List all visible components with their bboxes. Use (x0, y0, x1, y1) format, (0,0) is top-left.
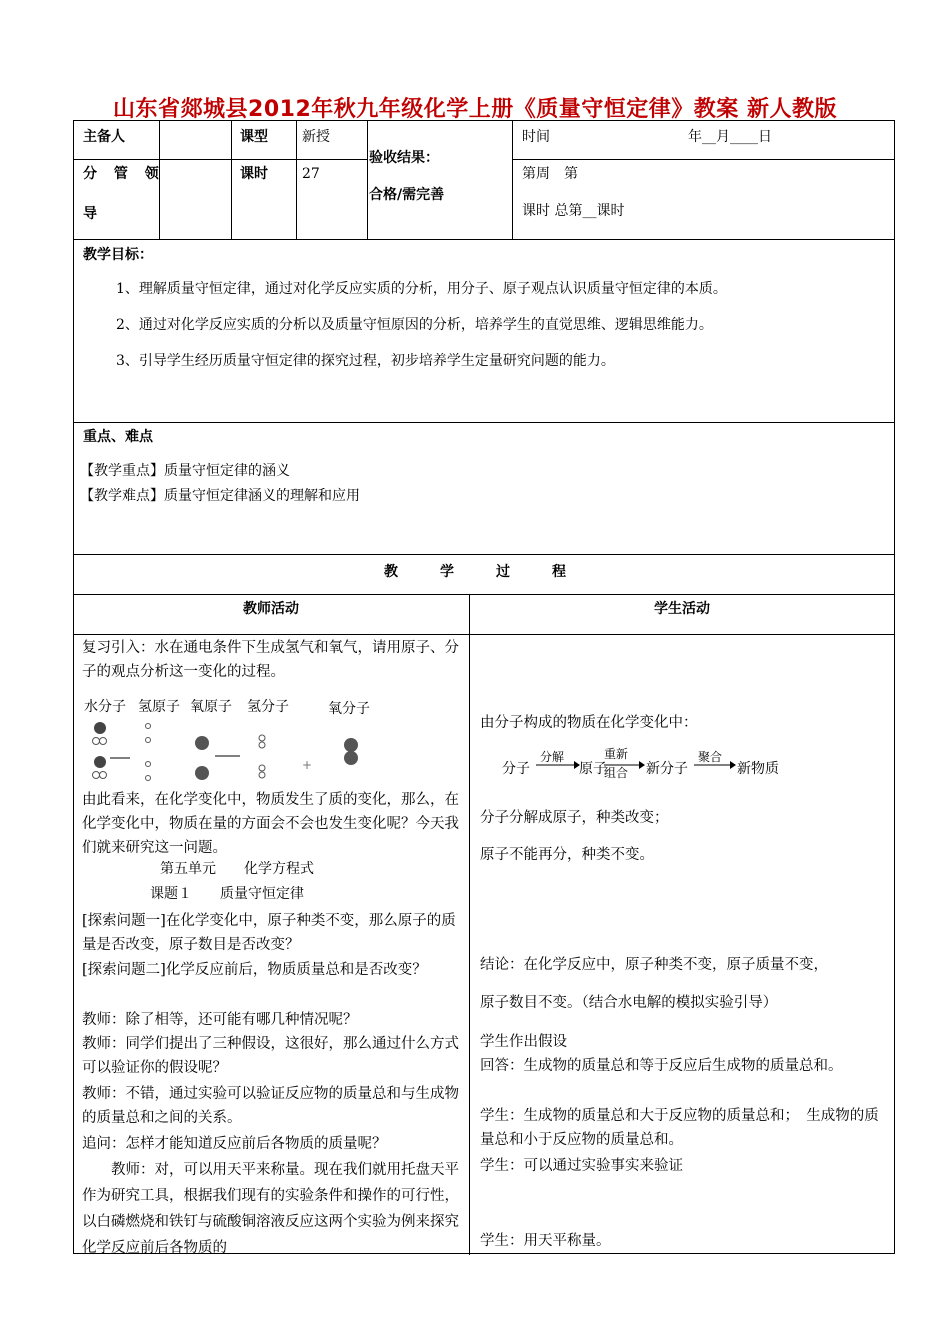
water-electrolysis-diagram (80, 690, 465, 790)
diagram-label-o-atom: 氧原子 (190, 699, 232, 715)
hydrogen-atom-icon (146, 724, 151, 781)
oxygen-molecule-icon (344, 738, 358, 765)
student-note-1: 分子分解成原子，种类改变； (480, 810, 669, 826)
water-molecule-icon (93, 722, 107, 779)
document-title: 山东省郯城县2012年秋九年级化学上册《质量守恒定律》教案 新人教版 (113, 97, 837, 122)
diagram-label-h2: 氢分子 (247, 699, 289, 715)
teacher-transition: 由此看来，在化学变化中，物质发生了质的变化，那么，在化学变化中，物质在量的方面会不会也发生变化呢？今天我们就来研究这一问题。 (82, 792, 459, 856)
teacher-intro: 复习引入：水在通电条件下生成氢气和氧气，请用原子、分子的观点分析这一变化的过程。 (82, 640, 459, 680)
flow-new-substance: 新物质 (737, 761, 779, 777)
student-conclusion-1: 结论：在化学反应中，原子种类不变，原子质量不变， (480, 957, 828, 973)
objective-item: 1、理解质量守恒定律，通过对化学反应实质的分析，用分子、原子观点认识质量守恒定律的本质。 (116, 281, 727, 297)
teacher-remark-4: 教师：对，可以用天平来称量。现在我们就用托盘天平作为研究工具，根据我们现有的实验条件和操作的可行性，以白磷燃烧和铁钉与硫酸铜溶液反应这两个实验为例来探究化学反应前后各物质的 (82, 1162, 459, 1256)
lesson-title: 课题１ 质量守恒定律 (150, 886, 304, 902)
teaching-difficulty: 【教学难点】质量守恒定律涵义的理解和应用 (80, 488, 360, 504)
flow-new-molecule: 新分子 (646, 761, 688, 777)
hydrogen-molecule-icon (259, 735, 265, 778)
preparer-label: 主备人 (83, 129, 125, 145)
explore-question-1: [探索问题一]在化学变化中，原子种类不变，那么原子的质量是否改变，原子数目是否改变？ (82, 913, 456, 953)
lesson-type-label: 课型 (240, 129, 268, 145)
unit-title: 第五单元 化学方程式 (160, 861, 314, 877)
acceptance-value: 合格/需完善 (369, 187, 445, 203)
student-conclusion-2: 原子数目不变。（结合水电解的模拟实验引导） (480, 995, 778, 1011)
plus-icon: + (302, 758, 313, 772)
teacher-followup: 追问：怎样才能知道反应前后各物质的质量呢？ (82, 1136, 387, 1152)
teacher-remark-3: 教师：不错，通过实验可以验证反应物的质量总和与生成物的质量总和之间的关系。 (82, 1086, 459, 1126)
teacher-column-header: 教师活动 (243, 601, 299, 617)
key-points-heading: 重点、难点 (83, 429, 153, 445)
student-answer-3: 学生：可以通过实验事实来验证 (480, 1158, 683, 1174)
acceptance-label: 验收结果： (369, 150, 439, 166)
flow-atom: 原子 (579, 761, 607, 777)
student-column-header: 学生活动 (654, 601, 710, 617)
diagram-label-water: 水分子 (84, 699, 126, 715)
supervisor-label: 分 管 领 (83, 166, 165, 182)
explore-question-2: [探索问题二]化学反应前后，物质质量总和是否改变？ (82, 962, 427, 978)
flow-recombine-1: 重新 (604, 747, 629, 761)
lesson-count-text: 课时 总第__课时 (522, 203, 625, 219)
supervisor-label-2: 导 (83, 206, 97, 222)
flow-molecule: 分子 (502, 761, 530, 777)
teaching-focus: 【教学重点】质量守恒定律的涵义 (80, 463, 290, 479)
flow-aggregate: 聚合 (698, 750, 723, 764)
date-blank: 年__月____日 (688, 129, 772, 145)
student-answer-1: 回答：生成物的质量总和等于反应后生成物的质量总和。 (480, 1058, 843, 1074)
lesson-type-value: 新授 (302, 129, 330, 145)
student-hypothesis: 学生作出假设 (480, 1034, 567, 1050)
diagram-label-o2: 氧分子 (328, 701, 370, 717)
process-heading: 教 学 过 程 (384, 564, 566, 580)
period-label: 课时 (240, 166, 268, 182)
arrow-icon (730, 761, 736, 769)
diagram-label-h-atom: 氢原子 (138, 699, 180, 715)
arrow-icon (639, 761, 645, 769)
reaction-flow-diagram (500, 744, 800, 784)
student-intro: 由分子构成的物质在化学变化中： (480, 715, 698, 731)
flow-decompose: 分解 (540, 750, 565, 764)
objective-item: 2、通过对化学反应实质的分析以及质量守恒原因的分析，培养学生的直觉思维、逻辑思维能力。 (116, 317, 713, 333)
student-note-2: 原子不能再分，种类不变。 (480, 847, 654, 863)
oxygen-atom-icon (195, 736, 209, 780)
objective-item: 3、引导学生经历质量守恒定律的探究过程，初步培养学生定量研究问题的能力。 (116, 353, 615, 369)
flow-recombine-2: 组合 (604, 766, 629, 780)
teacher-remark-2: 教师：同学们提出了三种假设，这很好，那么通过什么方式可以验证你的假设呢？ (82, 1036, 459, 1076)
teacher-remark-1: 教师：除了相等，还可能有哪几种情况呢？ (82, 1012, 358, 1028)
period-value: 27 (302, 166, 320, 182)
student-answer-2: 学生：生成物的质量总和大于反应物的质量总和； 生成物的质量总和小于反应物的质量总和。 (480, 1108, 879, 1148)
time-label: 时间 (522, 129, 550, 145)
objectives-heading: 教学目标： (83, 247, 153, 263)
week-text: 第周 第 (522, 166, 578, 182)
student-answer-4: 学生：用天平称量。 (480, 1233, 611, 1249)
